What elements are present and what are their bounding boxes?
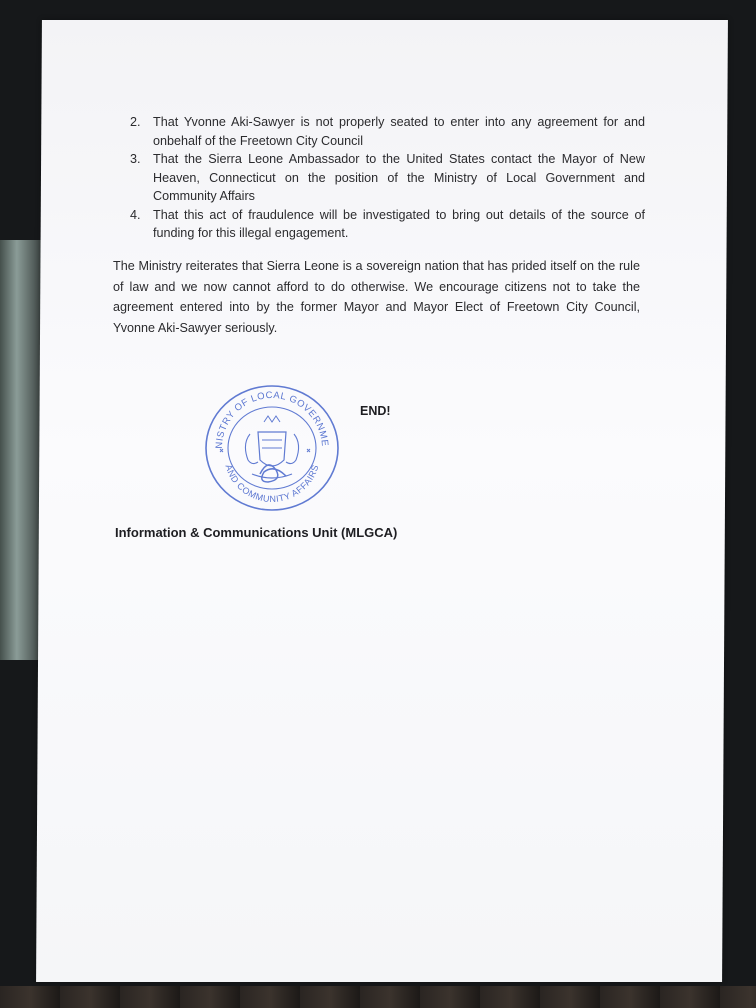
closing-paragraph: The Ministry reiterates that Sierra Leone is a sovereign nation that has prided itself on the rule of law and we now cannot afford to do otherwise. We encourage citizens not to take the agreement entered into by the former Mayor and Mayor Elect of Freetown City Council, Yvonne Aki-Sawyer seriously. — [113, 259, 640, 335]
list-item-text: That this act of fraudulence will be investigated to bring out details of the source of funding for this illegal engagement. — [153, 207, 645, 240]
issuing-unit: Information & Communications Unit (MLGCA) — [115, 525, 398, 540]
ministry-stamp — [202, 382, 342, 514]
numbered-list — [100, 113, 645, 243]
list-item-number: 3. — [130, 152, 141, 166]
end-marker: END! — [360, 404, 391, 418]
list-item — [100, 150, 645, 206]
list-item-text: That the Sierra Leone Ambassador to the United States contact the Mayor of New Heaven, Connecticut on the position of the Ministry of Local Government and Community Affairs — [153, 152, 645, 203]
list-item — [100, 206, 645, 243]
stamp-top-text: NISTRY OF LOCAL GOVERNME — [213, 389, 331, 450]
stamp-seal-icon — [202, 382, 342, 514]
list-item-number: 4. — [130, 207, 141, 222]
list-item — [100, 113, 645, 150]
background-floor — [0, 986, 756, 1008]
list-item-text: That Yvonne Aki-Sawyer is not properly seated to enter into any agreement for and onbehalf of the Freetown City Council — [153, 115, 645, 148]
stamp-bottom-text: AND COMMUNITY AFFAIRS — [223, 463, 321, 505]
svg-text:MINISTRY OF LOCAL GOVERNMENT — [202, 382, 330, 449]
list-item-number: 2. — [130, 115, 141, 129]
